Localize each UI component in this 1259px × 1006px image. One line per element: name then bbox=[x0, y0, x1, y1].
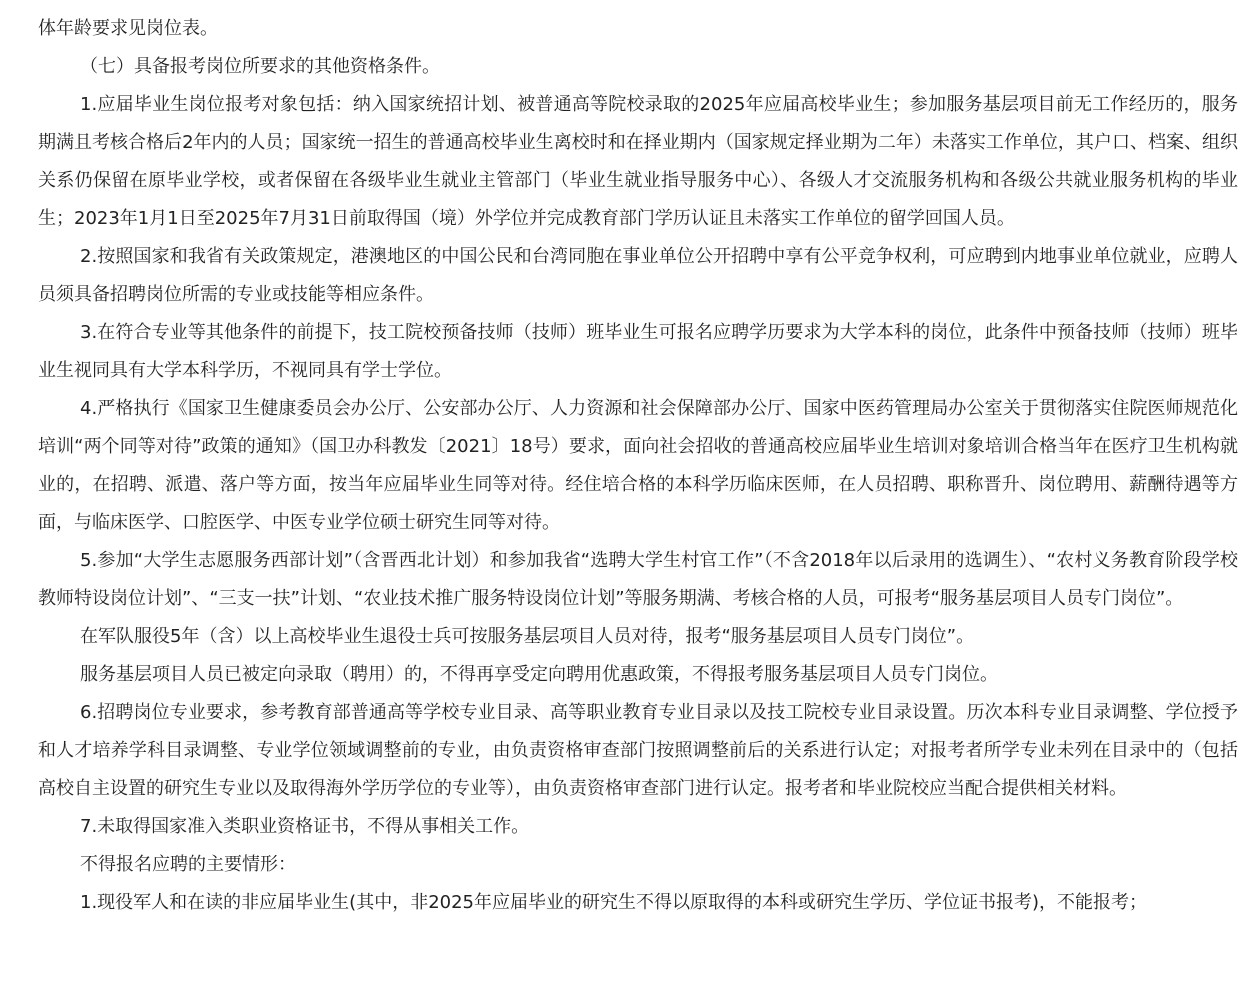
document-body bbox=[38, 0, 1238, 922]
paragraph-item-6-majors: 6.招聘岗位专业要求，参考教育部普通高等学校专业目录、高等职业教育专业目录以及技工院校专业目录设置。历次本科专业目录调整、学位授予和人才培养学科目录调整、专业学位领域调整前的专业，由负责资格审查部门按照调整前后的关系进行认定；对报考者所学专业未列在目录中的（包括高校自主设置的研究生专业以及取得海外学历学位的专业等），由负责资格审查部门进行认定。报考者和毕业院校应当配合提供相关材料。 bbox=[38, 702, 1238, 799]
paragraph-item-7-certificates: 7.未取得国家准入类职业资格证书，不得从事相关工作。 bbox=[80, 816, 530, 837]
paragraph-exclusion-1: 1.现役军人和在读的非应届毕业生(其中，非2025年应届毕业的研究生不得以原取得的本科或研究生学历、学位证书报考)，不能报考； bbox=[80, 892, 1148, 913]
paragraph-veterans: 在军队服役5年（含）以上高校毕业生退役士兵可按服务基层项目人员对待，报考“服务基层项目人员专门岗位”。 bbox=[80, 626, 975, 647]
paragraph-other-qualifications: （七）具备报考岗位所要求的其他资格条件。 bbox=[80, 56, 440, 77]
paragraph-item-5-grassroots-projects: 5.参加“大学生志愿服务西部计划”（含晋西北计划）和参加我省“选聘大学生村官工作”（不含2018年以后录用的选调生）、“农村义务教育阶段学校教师特设岗位计划”、“三支一扶”计划、“农业技术推广服务特设岗位计划”等服务期满、考核合格的人员，可报考“服务基层项目人员专门岗位”。 bbox=[38, 550, 1238, 609]
paragraph-item-1-graduates: 1.应届毕业生岗位报考对象包括：纳入国家统招计划、被普通高等院校录取的2025年应届高校毕业生；参加服务基层项目前无工作经历的，服务期满且考核合格后2年内的人员；国家统一招生的普通高校毕业生离校时和在择业期内（国家规定择业期为二年）未落实工作单位，其户口、档案、组织关系仍保留在原毕业学校，或者保留在各级毕业生就业主管部门（毕业生就业指导服务中心）、各级人才交流服务机构和各级公共就业服务机构的毕业生；2023年1月1日至2025年7月31日前取得国（境）外学位并完成教育部门学历认证且未落实工作单位的留学回国人员。 bbox=[38, 94, 1238, 229]
paragraph-item-2-hk-macao-taiwan: 2.按照国家和我省有关政策规定，港澳地区的中国公民和台湾同胞在事业单位公开招聘中享有公平竞争权利，可应聘到内地事业单位就业，应聘人员须具备招聘岗位所需的专业或技能等相应条件。 bbox=[38, 246, 1238, 305]
paragraph-exclusions-heading: 不得报名应聘的主要情形： bbox=[80, 854, 296, 875]
paragraph-directed-hiring: 服务基层项目人员已被定向录取（聘用）的，不得再享受定向聘用优惠政策，不得报考服务基层项目人员专门岗位。 bbox=[80, 664, 998, 685]
paragraph-item-3-technician-class: 3.在符合专业等其他条件的前提下，技工院校预备技师（技师）班毕业生可报名应聘学历要求为大学本科的岗位，此条件中预备技师（技师）班毕业生视同具有大学本科学历，不视同具有学士学位。 bbox=[38, 322, 1238, 381]
paragraph-item-4-residency-training: 4.严格执行《国家卫生健康委员会办公厅、公安部办公厅、人力资源和社会保障部办公厅、国家中医药管理局办公室关于贯彻落实住院医师规范化培训“两个同等对待”政策的通知》（国卫办科教发〔2021〕18号）要求，面向社会招收的普通高校应届毕业生培训对象培训合格当年在医疗卫生机构就业的，在招聘、派遣、落户等方面，按当年应届毕业生同等对待。经住培合格的本科学历临床医师，在人员招聘、职称晋升、岗位聘用、薪酬待遇等方面，与临床医学、口腔医学、中医专业学位硕士研究生同等对待。 bbox=[38, 398, 1238, 533]
paragraph-age-requirement: 体年龄要求见岗位表。 bbox=[38, 18, 218, 39]
